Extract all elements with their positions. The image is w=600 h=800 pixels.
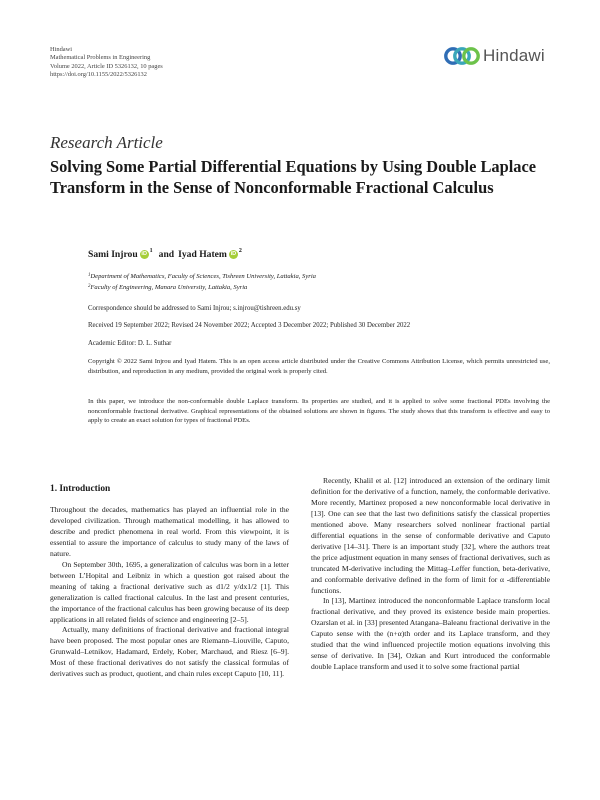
academic-editor: Academic Editor: D. L. Suthar xyxy=(88,340,172,347)
left-column xyxy=(50,505,289,680)
paragraph: In [13], Martinez introduced the nonconformable Laplace transform local fractional derivative, and they proved its existence beside main properties. Ozarslan et al. in [33] presented Atangana–Baleanu fractional derivative in the Caputo sense with the (n+α)th order and its Laplace transform, and they studied that the wind influenced projectile motion equations involving this sense of derivative. In [34], Ozkan and Kurt introduced the conformable double Laplace transform and used it to solve some fractional partial xyxy=(311,596,550,672)
orcid-icon[interactable]: iD xyxy=(141,251,147,257)
publisher-name: Hindawi xyxy=(50,46,73,53)
author-affiliation-marker: 2 xyxy=(238,247,242,254)
article-type: Research Article xyxy=(50,133,163,152)
author-separator: and xyxy=(158,249,175,260)
paragraph: Actually, many definitions of fractional derivative and fractional integral have been proposed. The most popular ones are Riemann–Liouville, Caputo, Grunwald–Letnikov, Hadamard, Erdely, Kober, Marchaud, and Riesz [6–9]. Most of these fractional derivatives do not satisfy the classical formulas of derivatives such as product, quotient, and chain rules except Caputo [10, 11]. xyxy=(50,625,289,679)
affiliation xyxy=(88,284,247,291)
affiliation-number: 1 xyxy=(88,272,91,278)
hindawi-logo xyxy=(444,44,545,68)
paragraph: Throughout the decades, mathematics has played an influential role in the developed civilization. Through mathematical modelling, it has allowed to describe and predict phenomena in real world. From this viewpoint, it is essential to assure the importance of calculus to study many of the laws of nature. xyxy=(50,505,289,558)
logo-wordmark: Hindawi xyxy=(483,46,545,65)
journal-metadata xyxy=(50,46,163,80)
hindawi-logo-mark xyxy=(444,44,480,68)
section-title: 1. Introduction xyxy=(50,484,111,494)
correspondence: Correspondence should be addressed to Sami Injrou; s.injrou@tishreen.edu.sy xyxy=(88,305,301,312)
affiliation xyxy=(88,273,316,280)
affiliation-text: Faculty of Engineering, Manara University, Lattakia, Syria xyxy=(90,284,248,291)
journal-name: Mathematical Problems in Engineering xyxy=(50,54,151,62)
author-list xyxy=(88,249,242,260)
orcid-icon[interactable]: iD xyxy=(230,251,237,257)
right-column xyxy=(311,476,550,673)
paragraph: On September 30th, 1695, a generalization of calculus was born in a letter between L’Hopital and Leibniz in which a question got raised about the meaning of taking a fractional derivative such as d1/2 y/dx1/2 [1]. This generalization is called fractional calculus. In the last and present centuries, the importance of the fractional calculus has been growing because of its deep applications in all related fields of science and engineering [2–5]. xyxy=(50,559,289,624)
copyright-notice: Copyright © 2022 Sami Injrou and Iyad Hatem. This is an open access article distributed under the Creative Commons Attribution License, which permits unrestricted use, distribution, and reproduction in any medium, provided the original work is properly cited. xyxy=(88,358,550,375)
affiliation-number: 2 xyxy=(88,283,91,289)
author-affiliation-marker: 1 xyxy=(149,247,153,254)
affiliation-text: Department of Mathematics, Faculty of Sciences, Tishreen University, Lattakia, Syria xyxy=(90,273,316,280)
author-name[interactable]: Iyad Hatem xyxy=(178,249,227,260)
article-title: Solving Some Partial Differential Equations by Using Double Laplace Transform in the Sense of Nonconformable Fractional Calculus xyxy=(50,157,536,197)
abstract: In this paper, we introduce the non-conformable double Laplace transform. Its properties are studied, and it is applied to solve some fractional PDEs involving the nonconformable fractional derivative. Graphical representations of the obtained solutions are shown in figures. The study shows that this transform is effective and easy to apply to create an exact solution for types of fractional PDEs. xyxy=(88,398,550,425)
doi-link[interactable]: https://doi.org/10.1155/2022/5326132 xyxy=(50,71,147,79)
paragraph: Recently, Khalil et al. [12] introduced an extension of the ordinary limit definition for the derivative of a function, namely, the conformable derivative. More recently, Martinez proposed a new nonconformable local derivative in [13]. One can see that the last two definitions satisfy the classical properties mentioned above. Many researchers solved nonlinear fractional partial differential equations in the sense of conformable derivative and Caputo derivative [14–31]. There is an important study [32], where the authors treat the price adjustment equation in many senses of fractional derivatives, such as truncated M-derivative including the Mittag–Leffer function, beta-derivative, and conformable derivative defined in the form of limit for α -differentiable functions. xyxy=(311,476,550,595)
volume-info: Volume 2022, Article ID 5326132, 10 pages xyxy=(50,62,163,70)
author-name[interactable]: Sami Injrou xyxy=(88,249,138,260)
publication-dates: Received 19 September 2022; Revised 24 November 2022; Accepted 3 December 2022; Published 30 December 2022 xyxy=(88,322,411,329)
